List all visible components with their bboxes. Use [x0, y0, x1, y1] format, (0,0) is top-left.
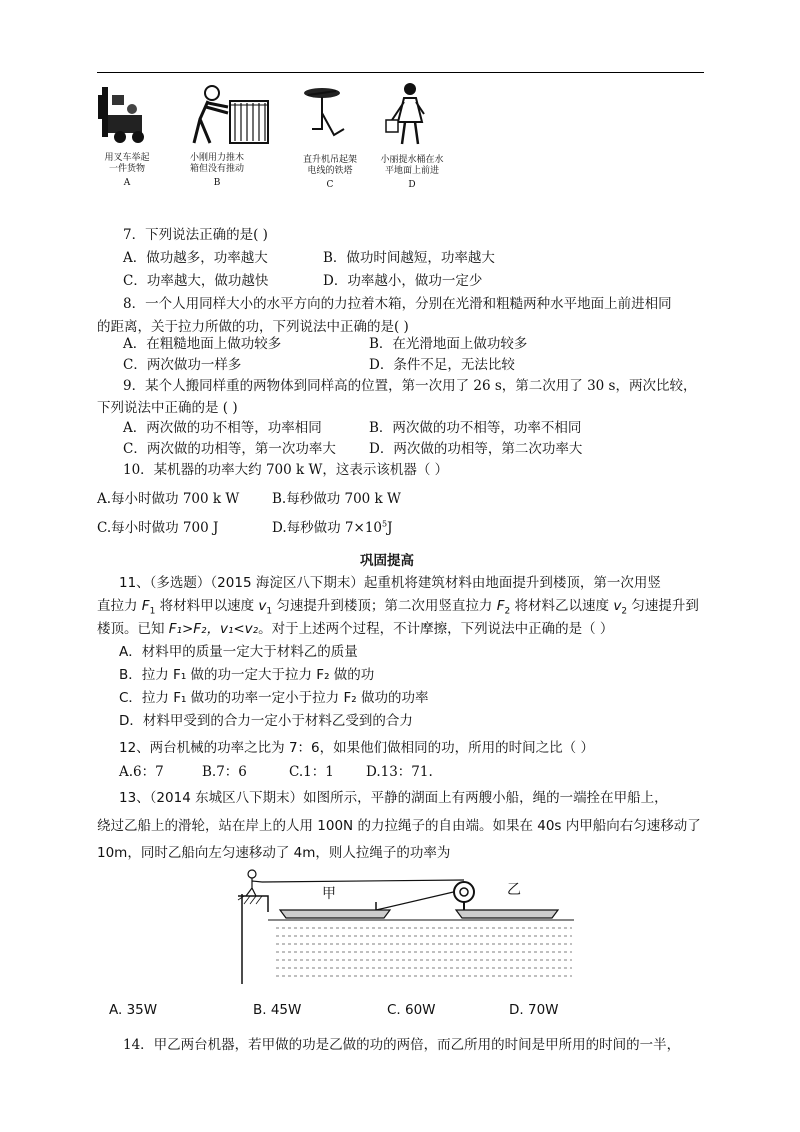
q11-f1-sub: 1	[149, 606, 156, 617]
boat-diagram	[236, 866, 576, 984]
q11-v1: v	[258, 598, 267, 614]
figure-caption-a-letter: A	[123, 178, 131, 188]
figure-caption-a	[92, 153, 162, 189]
q10-option-b: B.每秒做功 700 k W	[272, 491, 401, 507]
q8-option-a: A．在粗糙地面上做功较多	[123, 336, 282, 352]
push-box-figure	[182, 83, 272, 149]
figure-caption-d-letter: D	[408, 180, 416, 190]
q11-v2-sub: 2	[621, 606, 628, 617]
q11-v2: v	[613, 598, 622, 614]
q9-option-b: B．两次做的功不相等，功率不相同	[369, 420, 582, 436]
q8-stem-line1: 8．一个人用同样大小的水平方向的力拉着木箱，分别在光滑和粗糙两种水平地面上前进相同	[123, 296, 672, 312]
q11-option-c: C．拉力 F₁ 做功的功率一定小于拉力 F₂ 做功的功率	[119, 690, 429, 706]
q11-line3-part-a: 楼顶。已知	[97, 621, 169, 637]
figure-caption-d	[372, 155, 452, 191]
boat-label-yi: 乙	[507, 882, 521, 898]
q11-line3	[97, 617, 613, 637]
q11-line2-part-c: 匀速提升到楼顶；第二次用竖直拉力	[272, 598, 497, 614]
q13-line2: 绕过乙船上的滑轮，站在岸上的人用 100N 的力拉绳子的自由端。如果在 40s 内甲船向右匀速移动了	[97, 818, 701, 834]
header-rule	[97, 72, 704, 73]
q10-option-a: A.每小时做功 700 k W	[97, 491, 240, 507]
q10-option-d	[272, 516, 393, 536]
section-title: 巩固提高	[360, 553, 414, 569]
q9-option-a: A．两次做的功不相等，功率相同	[123, 420, 322, 436]
q11-option-d: D．材料甲受到的合力一定小于材料乙受到的合力	[119, 713, 413, 729]
boat-label-jia: 甲	[322, 886, 336, 902]
q11-f1: F	[141, 598, 150, 614]
q11-condition: F₁>F₂，v₁<v₂	[168, 621, 259, 637]
q11-line2-part-a: 直拉力	[97, 598, 142, 614]
forklift-figure	[98, 85, 152, 145]
q8-stem-line2: 的距离，关于拉力所做的功，下列说法中正确的是( )	[97, 319, 409, 335]
figure-caption-c-letter: C	[326, 180, 334, 190]
q11-line2-part-e: 匀速提升到	[627, 598, 699, 614]
figure-caption-b	[180, 153, 254, 189]
figure-caption-d-text: 小丽提水桶在水 平地面上前进	[380, 155, 444, 176]
q9-stem-line2: 下列说法中正确的是 ( )	[97, 400, 238, 416]
q8-option-b: B．在光滑地面上做功较多	[369, 336, 528, 352]
q10-option-d-exponent: 5	[382, 519, 388, 529]
figure-caption-a-text: 用叉车举起 一件货物	[104, 153, 150, 174]
q13-option-d: D. 70W	[509, 1002, 559, 1018]
q11-v1-sub: 1	[266, 606, 273, 617]
q12-stem: 12、两台机械的功率之比为 7：6，如果他们做相同的功，所用的时间之比（ ）	[119, 740, 594, 756]
helicopter-tower-figure	[300, 85, 350, 143]
q7-option-b: B．做功时间越短，功率越大	[323, 250, 495, 266]
figure-caption-c	[293, 155, 367, 191]
q11-f2-sub: 2	[504, 606, 511, 617]
q11-line1: 11、（多选题）（2015 海淀区八下期末）起重机将建筑材料由地面提升到楼顶，第一次用竖	[119, 575, 661, 591]
q12-option-a: A.6：7	[119, 764, 164, 780]
q13-line1: 13、（2014 东城区八下期末）如图所示，平静的湖面上有两艘小船，绳的一端拴在甲船上，	[119, 790, 668, 806]
figure-caption-c-text: 直升机吊起架 电线的铁塔	[302, 155, 357, 176]
q14-stem: 14．甲乙两台机器，若甲做的功是乙做的功的两倍，而乙所用的时间是甲所用的时间的一半，	[123, 1037, 681, 1053]
q8-option-d: D．条件不足，无法比较	[369, 357, 515, 373]
q11-line2	[97, 594, 699, 617]
q11-option-b: B．拉力 F₁ 做的功一定大于拉力 F₂ 做的功	[119, 667, 375, 683]
q11-line3-part-b: 。对于上述两个过程，不计摩擦，下列说法中正确的是（ ）	[258, 621, 614, 637]
q13-option-b: B. 45W	[253, 1002, 302, 1018]
q10-option-d-main: D.每秒做功 7×10	[272, 520, 383, 536]
figure-caption-b-text: 小刚用力推木 箱但没有推动	[189, 153, 244, 174]
q8-option-c: C．两次做功一样多	[123, 357, 242, 373]
q12-option-b: B.7：6	[202, 764, 247, 780]
q9-option-c: C．两次做的功相等，第一次功率大	[123, 441, 336, 457]
q11-line2-part-b: 将材料甲以速度	[155, 598, 259, 614]
q12-option-d: D.13：71.	[366, 764, 433, 780]
q7-stem: 7．下列说法正确的是( )	[123, 227, 268, 243]
q13-option-a: A. 35W	[109, 1002, 158, 1018]
q9-stem-line1: 9．某个人搬同样重的两物体到同样高的位置，第一次用了 26 s，第二次用了 30 s，两次比较，	[123, 378, 697, 394]
q10-stem: 10．某机器的功率大约 700 k W，这表示该机器（ ）	[123, 462, 449, 478]
q9-option-d: D．两次做的功相等，第二次功率大	[369, 441, 583, 457]
q11-option-a: A．材料甲的质量一定大于材料乙的质量	[119, 644, 358, 660]
girl-bucket-figure	[384, 80, 434, 150]
q13-line3: 10m，同时乙船向左匀速移动了 4m，则人拉绳子的功率为	[97, 845, 451, 861]
q10-option-c: C.每小时做功 700 J	[97, 520, 219, 536]
q11-f2: F	[496, 598, 505, 614]
q12-option-c: C.1：1	[289, 764, 334, 780]
q13-option-c: C. 60W	[387, 1002, 436, 1018]
q7-option-c: C．功率越大，做功越快	[123, 273, 269, 289]
q11-line2-part-d: 将材料乙以速度	[510, 598, 614, 614]
figure-caption-b-letter: B	[213, 178, 221, 188]
q7-option-a: A．做功越多，功率越大	[123, 250, 268, 266]
q7-option-d: D．功率越小，做功一定少	[323, 273, 483, 289]
q10-option-d-unit: J	[387, 520, 393, 536]
